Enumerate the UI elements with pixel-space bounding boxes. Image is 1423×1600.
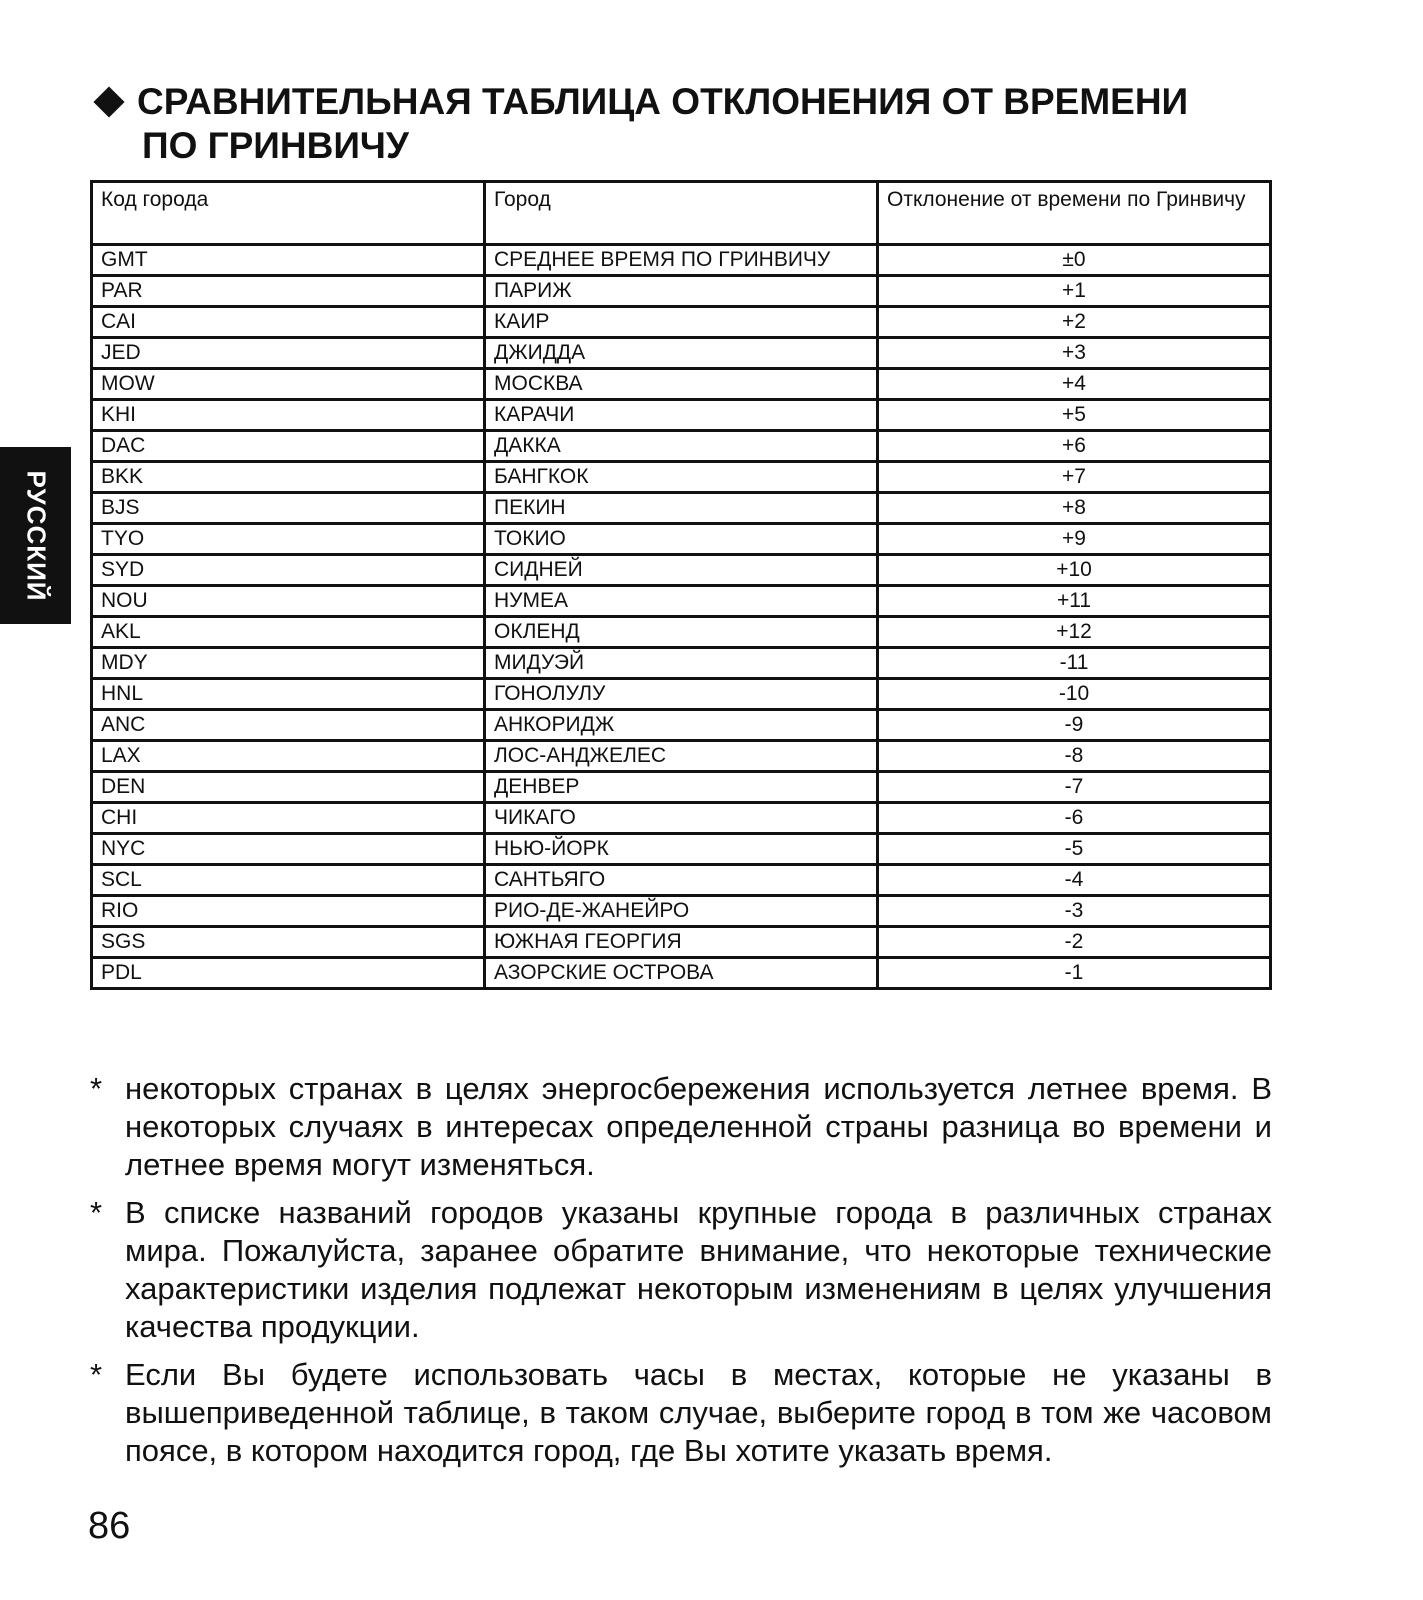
table-row [92, 617, 1271, 648]
city-code-cell: SCL [92, 865, 485, 896]
offset-cell: +11 [878, 586, 1271, 617]
offset-cell: +4 [878, 369, 1271, 400]
table-row [92, 462, 1271, 493]
note-text: некоторых странах в целях энергосбережения используется летнее время. В некоторых случаях в интересах определенной страны разница во времени и летнее время могут изменяться. [125, 1071, 1272, 1182]
city-code-cell: RIO [92, 896, 485, 927]
city-name-cell: ЛОС-АНДЖЕЛЕС [485, 741, 878, 772]
table-row [92, 431, 1271, 462]
gmt-offset-table [90, 180, 1272, 990]
city-code-cell: PAR [92, 276, 485, 307]
city-code-cell: AKL [92, 617, 485, 648]
table-row [92, 338, 1271, 369]
table-row [92, 369, 1271, 400]
city-name-cell: КАРАЧИ [485, 400, 878, 431]
table-row [92, 648, 1271, 679]
table-row [92, 710, 1271, 741]
language-side-tab [0, 447, 71, 624]
table-row [92, 772, 1271, 803]
city-code-cell: CAI [92, 307, 485, 338]
city-name-cell: ДЕНВЕР [485, 772, 878, 803]
offset-cell: +8 [878, 493, 1271, 524]
offset-cell: -5 [878, 834, 1271, 865]
page-title [92, 80, 1292, 168]
offset-cell: +7 [878, 462, 1271, 493]
city-code-cell: BKK [92, 462, 485, 493]
asterisk-marker: * [90, 1195, 103, 1230]
city-name-cell: ГОНОЛУЛУ [485, 679, 878, 710]
city-name-cell: ПЕКИН [485, 493, 878, 524]
city-name-cell: СРЕДНЕЕ ВРЕМЯ ПО ГРИНВИЧУ [485, 245, 878, 276]
title-line-2: ПО ГРИНВИЧУ [142, 125, 409, 166]
city-name-cell: АНКОРИДЖ [485, 710, 878, 741]
offset-cell: +3 [878, 338, 1271, 369]
header-city-code: Код города [92, 182, 485, 245]
table-row [92, 400, 1271, 431]
city-name-cell: ДЖИДДА [485, 338, 878, 369]
offset-cell: +9 [878, 524, 1271, 555]
table-row [92, 896, 1271, 927]
language-label: РУССКИЙ [21, 470, 51, 601]
city-code-cell: MOW [92, 369, 485, 400]
offset-cell: +10 [878, 555, 1271, 586]
offset-cell: -9 [878, 710, 1271, 741]
city-code-cell: SGS [92, 927, 485, 958]
offset-cell: -2 [878, 927, 1271, 958]
table-row [92, 555, 1271, 586]
table-body [92, 245, 1271, 989]
city-code-cell: TYO [92, 524, 485, 555]
city-code-cell: GMT [92, 245, 485, 276]
offset-cell: ±0 [878, 245, 1271, 276]
city-name-cell: ТОКИО [485, 524, 878, 555]
city-code-cell: DAC [92, 431, 485, 462]
page-number: 86 [88, 1505, 131, 1547]
city-code-cell: ANC [92, 710, 485, 741]
city-code-cell: MDY [92, 648, 485, 679]
offset-cell: +5 [878, 400, 1271, 431]
table-header-row [92, 182, 1271, 245]
city-code-cell: KHI [92, 400, 485, 431]
city-name-cell: ЧИКАГО [485, 803, 878, 834]
city-name-cell: ОКЛЕНД [485, 617, 878, 648]
offset-cell: +12 [878, 617, 1271, 648]
offset-cell: -8 [878, 741, 1271, 772]
table-row [92, 958, 1271, 989]
city-code-cell: NOU [92, 586, 485, 617]
city-code-cell: PDL [92, 958, 485, 989]
city-name-cell: КАИР [485, 307, 878, 338]
diamond-bullet-icon [93, 87, 124, 118]
city-name-cell: БАНГКОК [485, 462, 878, 493]
asterisk-marker: * [90, 1071, 103, 1106]
notes-list [90, 1070, 1272, 1480]
table-row [92, 307, 1271, 338]
table-row [92, 524, 1271, 555]
city-code-cell: DEN [92, 772, 485, 803]
offset-cell: -4 [878, 865, 1271, 896]
city-code-cell: BJS [92, 493, 485, 524]
city-code-cell: HNL [92, 679, 485, 710]
city-code-cell: CHI [92, 803, 485, 834]
offset-cell: +2 [878, 307, 1271, 338]
table-row [92, 803, 1271, 834]
city-name-cell: ПАРИЖ [485, 276, 878, 307]
table-row [92, 865, 1271, 896]
offset-cell: -3 [878, 896, 1271, 927]
note-text: Если Вы будете использовать часы в местах, которые не указаны в вышеприведенной таблице, в таком случае, выберите город в том же часовом поясе, в котором находится город, где Вы хотите указать время. [125, 1357, 1272, 1468]
note-item [90, 1356, 1272, 1470]
table-row [92, 586, 1271, 617]
city-name-cell: ЮЖНАЯ ГЕОРГИЯ [485, 927, 878, 958]
city-code-cell: SYD [92, 555, 485, 586]
city-code-cell: LAX [92, 741, 485, 772]
table-row [92, 276, 1271, 307]
header-offset: Отклонение от времени по Гринвичу [878, 182, 1271, 245]
city-name-cell: НУМЕА [485, 586, 878, 617]
city-name-cell: РИО-ДЕ-ЖАНЕЙРО [485, 896, 878, 927]
city-code-cell: NYC [92, 834, 485, 865]
note-item [90, 1194, 1272, 1346]
city-name-cell: МИДУЭЙ [485, 648, 878, 679]
title-text-1: СРАВНИТЕЛЬНАЯ ТАБЛИЦА ОТКЛОНЕНИЯ ОТ ВРЕМЕНИ [137, 81, 1189, 122]
table-row [92, 245, 1271, 276]
note-text: В списке названий городов указаны крупные города в различных странах мира. Пожалуйста, заранее обратите внимание, что некоторые технические характеристики изделия подлежат некоторым изменениям в целях улучшения качества продукции. [125, 1195, 1272, 1344]
offset-cell: +6 [878, 431, 1271, 462]
offset-cell: -11 [878, 648, 1271, 679]
city-name-cell: МОСКВА [485, 369, 878, 400]
table-row [92, 834, 1271, 865]
table-row [92, 927, 1271, 958]
city-name-cell: НЬЮ-ЙОРК [485, 834, 878, 865]
city-name-cell: АЗОРСКИЕ ОСТРОВА [485, 958, 878, 989]
asterisk-marker: * [90, 1357, 103, 1392]
note-item [90, 1070, 1272, 1184]
table-row [92, 741, 1271, 772]
table-row [92, 679, 1271, 710]
title-line-1 [92, 80, 1292, 124]
city-name-cell: СИДНЕЙ [485, 555, 878, 586]
offset-cell: -6 [878, 803, 1271, 834]
city-name-cell: ДАККА [485, 431, 878, 462]
header-city: Город [485, 182, 878, 245]
offset-cell: -1 [878, 958, 1271, 989]
offset-cell: -7 [878, 772, 1271, 803]
offset-cell: +1 [878, 276, 1271, 307]
offset-cell: -10 [878, 679, 1271, 710]
table-row [92, 493, 1271, 524]
city-name-cell: САНТЬЯГО [485, 865, 878, 896]
city-code-cell: JED [92, 338, 485, 369]
